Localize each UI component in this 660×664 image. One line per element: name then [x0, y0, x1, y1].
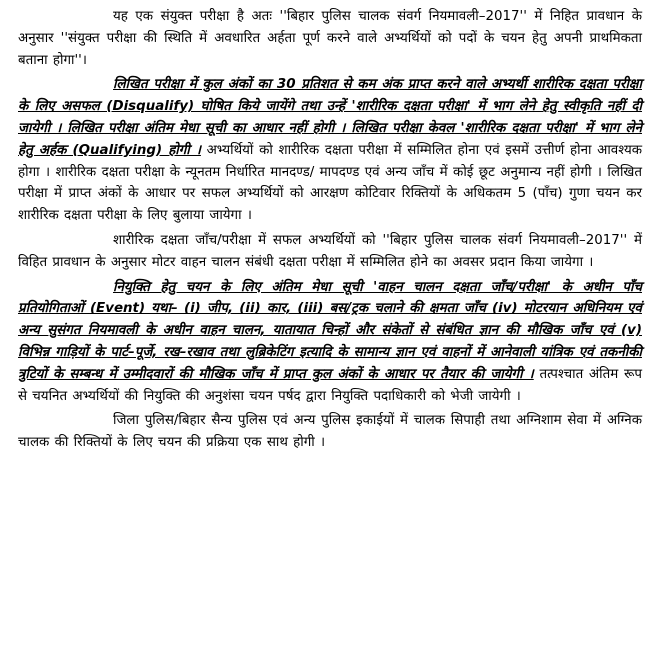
paragraph-text: अभ्यर्थियों को शारीरिक दक्षता परीक्षा में सम्मिलित होना एवं इसमें उत्तीर्ण होना आवश्यक होगा । शारीरिक दक्षता परीक्षा के न्यूनतम निर्धारित मानदण्ड/ मापदण्ड एवं अन्य जाँच में कोई छूट अनुमान्य नहीं होगी । लिखित परीक्षा में प्राप्त अंकों के आधार पर सफल अभ्यर्थियों को आरक्षण कोटिवार रिक्तियों के अधिकतम 5 (पाँच) गुणा चयन कर शारीरिक दक्षता परीक्षा के लिए बुलाया जायेगा । [18, 142, 642, 224]
emphasized-text: नियुक्ति हेतु चयन के लिए अंतिम मेधा सूची 'वाहन चालन दक्षता जाँच/परीक्षा' के अधीन पाँच प्रतियोगिताओं (Event) यथा– (i) जीप, (ii) कार, (iii) बस/ट्रक चलाने की क्षमता जाँच (iv) मोटरयान अधिनियम एवं अन्य सुसंगत नियमावली के अधीन वाहन चालन, यातायात चिन्हों और संकेतों से संबंधित ज्ञान की मौखिक जाँच एवं (v) विभिन्न गाड़ियों के पार्ट–पूर्जे, रख–रखाव तथा लुब्रिकेटिंग इत्यादि के सामान्य ज्ञान एवं वाहनों में आनेवाली यांत्रिक एवं तकनीकी त्रुटियों के सम्बन्ध में उम्मीदवारों की मौखिक जाँच में प्राप्त कुल अंकों के आधार पर तैयार की जायेगी । [18, 279, 642, 382]
paragraph-written-exam [18, 74, 642, 227]
emphasized-text: लिखित परीक्षा में कुल अंकों का 30 प्रतिशत से कम अंक प्राप्त करने वाले अभ्यर्थी शारीरिक दक्षता परीक्षा के लिए असफल (Disqualify) घोषित किये जायेंगे तथा उन्हें 'शारीरिक दक्षता परीक्षा' में भाग लेने हेतु स्वीकृति नहीं दी जायेगी । लिखित परीक्षा अंतिम मेधा सूची का आधार नहीं होगी । लिखित परीक्षा केवल 'शारीरिक दक्षता परीक्षा' में भाग लेने हेतु अर्हक (Qualifying) होगी । [18, 77, 642, 158]
paragraph-selection-process [18, 410, 642, 454]
paragraph-text: तत्पश्चात अंतिम रूप से चयनित अभ्यर्थियों की नियुक्ति की अनुशंसा चयन पर्षद द्वारा नियुक्ति पदाधिकारी को भेजी जायेगी । [18, 366, 642, 404]
paragraph-text: शारीरिक दक्षता जाँच/परीक्षा में सफल अभ्यर्थियों को ''बिहार पुलिस चालक संवर्ग नियमावली–2017'' में विहित प्रावधान के अनुसार मोटर वाहन चालन संबंधी दक्षता परीक्षा में सम्मिलित होने का अवसर प्रदान किया जायेगा । [18, 232, 642, 270]
paragraph-text: जिला पुलिस/बिहार सैन्य पुलिस एवं अन्य पुलिस इकाईयों में चालक सिपाही तथा अग्निशाम सेवा में अग्निक चालक की रिक्तियों के लिए चयन की प्रक्रिया एक साथ होगी । [18, 413, 642, 451]
paragraph-text: यह एक संयुक्त परीक्षा है अतः ''बिहार पुलिस चालक संवर्ग नियमावली–2017'' में निहित प्रावधान के अनुसार ''संयुक्त परीक्षा की स्थिति में अवधारित अर्हता पूर्ण करने वाले अभ्यर्थियों को पदों के चयन हेतु अपनी प्राथमिकता बताना होगा''। [18, 9, 642, 68]
paragraph-physical-test [18, 230, 642, 274]
paragraph-joint-exam [18, 6, 642, 71]
paragraph-merit-list [18, 277, 642, 408]
